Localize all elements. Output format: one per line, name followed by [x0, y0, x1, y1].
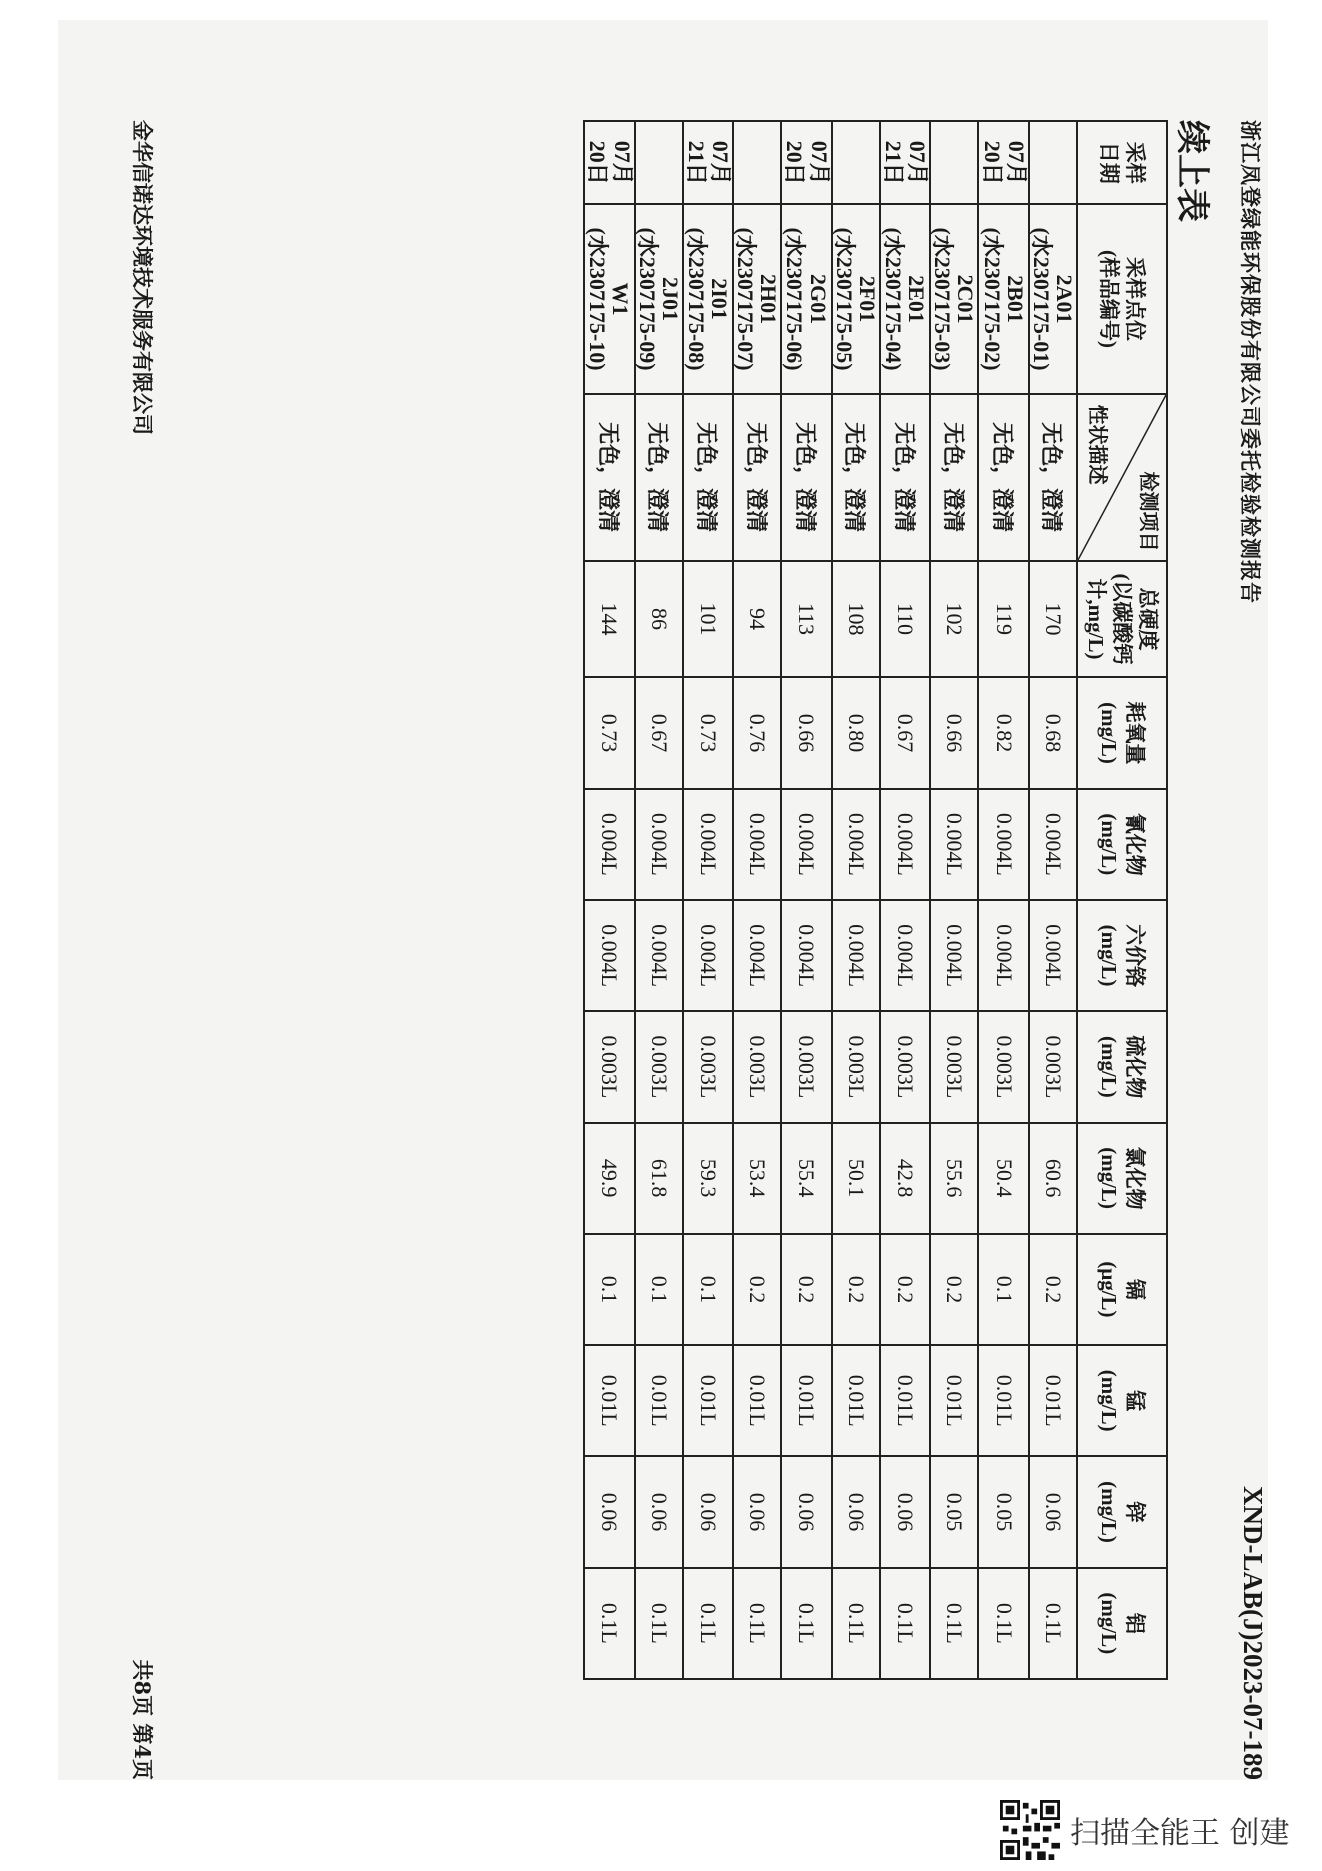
aluminum-cell: 0.1L [584, 1568, 634, 1679]
date-cell: 07月 21日 [880, 121, 930, 204]
sulfide-cell: 0.003L [880, 1011, 930, 1122]
site-cell: 2H01 (水2307175-07) [733, 204, 781, 393]
desc-cell: 无色，澄清 [832, 394, 880, 561]
sulfide-cell: 0.003L [584, 1011, 634, 1122]
date-cell [635, 121, 683, 204]
aluminum-cell: 0.1L [832, 1568, 880, 1679]
cr6-cell: 0.004L [978, 900, 1028, 1011]
header-aluminum: 铝 (mg/L) [1077, 1568, 1167, 1679]
cod-cell: 0.67 [635, 677, 683, 788]
cr6-cell: 0.004L [584, 900, 634, 1011]
date-cell [832, 121, 880, 204]
header-diagonal-cell [1077, 394, 1167, 561]
table-row [930, 121, 978, 1679]
sulfide-cell: 0.003L [683, 1011, 733, 1122]
report-sheet [58, 20, 1268, 1780]
date-cell [1029, 121, 1077, 204]
desc-cell: 无色，澄清 [880, 394, 930, 561]
date-cell: 07月 21日 [683, 121, 733, 204]
hardness-cell: 170 [1029, 561, 1077, 678]
cod-cell: 0.68 [1029, 677, 1077, 788]
footer-page-number: 共8页 第4页 [130, 1659, 155, 1780]
cr6-cell: 0.004L [832, 900, 880, 1011]
aluminum-cell: 0.1L [930, 1568, 978, 1679]
cadmium-cell: 0.1 [978, 1234, 1028, 1345]
zinc-cell: 0.06 [635, 1456, 683, 1567]
footer-company: 金华信诺达环境技术服务有限公司 [130, 120, 155, 435]
table-row [584, 121, 634, 1679]
cyanide-cell: 0.004L [635, 789, 683, 900]
date-cell: 07月 20日 [978, 121, 1028, 204]
site-cell: 2C01 (水2307175-03) [930, 204, 978, 393]
site-cell: 2B01 (水2307175-02) [978, 204, 1028, 393]
desc-cell: 无色，澄清 [584, 394, 634, 561]
date-cell [733, 121, 781, 204]
manganese-cell: 0.01L [832, 1345, 880, 1456]
table-row [635, 121, 683, 1679]
cyanide-cell: 0.004L [1029, 789, 1077, 900]
cadmium-cell: 0.2 [781, 1234, 831, 1345]
table-row [781, 121, 831, 1679]
site-cell: 2I01 (水2307175-08) [683, 204, 733, 393]
manganese-cell: 0.01L [930, 1345, 978, 1456]
hardness-cell: 86 [635, 561, 683, 678]
hardness-cell: 101 [683, 561, 733, 678]
table-row [880, 121, 930, 1679]
aluminum-cell: 0.1L [635, 1568, 683, 1679]
chloride-cell: 61.8 [635, 1123, 683, 1234]
table-row [733, 121, 781, 1679]
header-cod: 耗氧量 (mg/L) [1077, 677, 1167, 788]
aluminum-cell: 0.1L [978, 1568, 1028, 1679]
hardness-cell: 102 [930, 561, 978, 678]
cod-cell: 0.66 [930, 677, 978, 788]
chloride-cell: 55.4 [781, 1123, 831, 1234]
header-chloride: 氯化物 (mg/L) [1077, 1123, 1167, 1234]
scanner-watermark [1000, 1800, 1290, 1860]
cod-cell: 0.73 [584, 677, 634, 788]
manganese-cell: 0.01L [880, 1345, 930, 1456]
chloride-cell: 50.4 [978, 1123, 1028, 1234]
zinc-cell: 0.06 [1029, 1456, 1077, 1567]
cyanide-cell: 0.004L [930, 789, 978, 900]
cyanide-cell: 0.004L [781, 789, 831, 900]
cyanide-cell: 0.004L [683, 789, 733, 900]
hardness-cell: 119 [978, 561, 1028, 678]
site-cell: 2G01 (水2307175-06) [781, 204, 831, 393]
site-cell: 2J01 (水2307175-09) [635, 204, 683, 393]
cod-cell: 0.67 [880, 677, 930, 788]
cr6-cell: 0.004L [1029, 900, 1077, 1011]
cadmium-cell: 0.1 [683, 1234, 733, 1345]
manganese-cell: 0.01L [635, 1345, 683, 1456]
aluminum-cell: 0.1L [733, 1568, 781, 1679]
header-cadmium: 镉 (μg/L) [1077, 1234, 1167, 1345]
chloride-cell: 55.6 [930, 1123, 978, 1234]
chloride-cell: 42.8 [880, 1123, 930, 1234]
hardness-cell: 108 [832, 561, 880, 678]
manganese-cell: 0.01L [781, 1345, 831, 1456]
table-header-row [1077, 121, 1167, 1679]
qr-code-icon [1000, 1800, 1060, 1860]
cod-cell: 0.66 [781, 677, 831, 788]
cadmium-cell: 0.2 [1029, 1234, 1077, 1345]
aluminum-cell: 0.1L [683, 1568, 733, 1679]
cr6-cell: 0.004L [733, 900, 781, 1011]
table-row [978, 121, 1028, 1679]
site-cell: W1 (水2307175-10) [584, 204, 634, 393]
sulfide-cell: 0.003L [635, 1011, 683, 1122]
header-sulfide: 硫化物 (mg/L) [1077, 1011, 1167, 1122]
header-report-number: XND-LAB(J)2023-07-189 [1238, 1486, 1268, 1780]
chloride-cell: 59.3 [683, 1123, 733, 1234]
cr6-cell: 0.004L [635, 900, 683, 1011]
cadmium-cell: 0.2 [880, 1234, 930, 1345]
aluminum-cell: 0.1L [880, 1568, 930, 1679]
cyanide-cell: 0.004L [832, 789, 880, 900]
hardness-cell: 113 [781, 561, 831, 678]
cyanide-cell: 0.004L [880, 789, 930, 900]
sulfide-cell: 0.003L [832, 1011, 880, 1122]
zinc-cell: 0.06 [781, 1456, 831, 1567]
cod-cell: 0.76 [733, 677, 781, 788]
site-cell: 2E01 (水2307175-04) [880, 204, 930, 393]
chloride-cell: 49.9 [584, 1123, 634, 1234]
header-appearance: 性状描述 [1086, 404, 1108, 485]
cod-cell: 0.80 [832, 677, 880, 788]
site-cell: 2F01 (水2307175-05) [832, 204, 880, 393]
desc-cell: 无色，澄清 [930, 394, 978, 561]
desc-cell: 无色，澄清 [733, 394, 781, 561]
manganese-cell: 0.01L [683, 1345, 733, 1456]
results-table [583, 120, 1168, 1680]
cr6-cell: 0.004L [880, 900, 930, 1011]
sulfide-cell: 0.003L [1029, 1011, 1077, 1122]
header-site: 采样点位 (样品编号) [1077, 204, 1167, 393]
sulfide-cell: 0.003L [781, 1011, 831, 1122]
header-company: 浙江凤登绿能环保股份有限公司委托检验检测报告 [1238, 120, 1263, 604]
zinc-cell: 0.06 [733, 1456, 781, 1567]
header-test-item: 检测项目 [1137, 471, 1159, 552]
zinc-cell: 0.06 [584, 1456, 634, 1567]
zinc-cell: 0.05 [978, 1456, 1028, 1567]
cr6-cell: 0.004L [781, 900, 831, 1011]
manganese-cell: 0.01L [733, 1345, 781, 1456]
cyanide-cell: 0.004L [584, 789, 634, 900]
manganese-cell: 0.01L [978, 1345, 1028, 1456]
date-cell: 07月 20日 [584, 121, 634, 204]
chloride-cell: 53.4 [733, 1123, 781, 1234]
cod-cell: 0.73 [683, 677, 733, 788]
table-row [832, 121, 880, 1679]
rotated-page [98, 120, 1268, 1780]
sulfide-cell: 0.003L [733, 1011, 781, 1122]
manganese-cell: 0.01L [1029, 1345, 1077, 1456]
desc-cell: 无色，澄清 [683, 394, 733, 561]
cadmium-cell: 0.2 [832, 1234, 880, 1345]
zinc-cell: 0.06 [880, 1456, 930, 1567]
cod-cell: 0.82 [978, 677, 1028, 788]
aluminum-cell: 0.1L [781, 1568, 831, 1679]
date-cell: 07月 20日 [781, 121, 831, 204]
desc-cell: 无色，澄清 [978, 394, 1028, 561]
zinc-cell: 0.06 [683, 1456, 733, 1567]
desc-cell: 无色，澄清 [635, 394, 683, 561]
cyanide-cell: 0.004L [733, 789, 781, 900]
header-cyanide: 氰化物 (mg/L) [1077, 789, 1167, 900]
table-row [1029, 121, 1077, 1679]
continuation-title: 续上表 [1172, 120, 1212, 222]
aluminum-cell: 0.1L [1029, 1568, 1077, 1679]
sulfide-cell: 0.003L [930, 1011, 978, 1122]
cadmium-cell: 0.2 [930, 1234, 978, 1345]
hardness-cell: 94 [733, 561, 781, 678]
cr6-cell: 0.004L [930, 900, 978, 1011]
header-zinc: 锌 (mg/L) [1077, 1456, 1167, 1567]
header-cr6: 六价铬 (mg/L) [1077, 900, 1167, 1011]
desc-cell: 无色，澄清 [781, 394, 831, 561]
cadmium-cell: 0.1 [584, 1234, 634, 1345]
sulfide-cell: 0.003L [978, 1011, 1028, 1122]
chloride-cell: 60.6 [1029, 1123, 1077, 1234]
desc-cell: 无色，澄清 [1029, 394, 1077, 561]
cr6-cell: 0.004L [683, 900, 733, 1011]
site-cell: 2A01 (水2307175-01) [1029, 204, 1077, 393]
table-row [683, 121, 733, 1679]
cyanide-cell: 0.004L [978, 789, 1028, 900]
chloride-cell: 50.1 [832, 1123, 880, 1234]
header-manganese: 锰 (mg/L) [1077, 1345, 1167, 1456]
header-hardness: 总硬度 (以碳酸钙 计,mg/L) [1077, 561, 1167, 678]
header-date: 采样 日期 [1077, 121, 1167, 204]
hardness-cell: 110 [880, 561, 930, 678]
manganese-cell: 0.01L [584, 1345, 634, 1456]
zinc-cell: 0.05 [930, 1456, 978, 1567]
date-cell [930, 121, 978, 204]
hardness-cell: 144 [584, 561, 634, 678]
watermark-text: 扫描全能王 创建 [1070, 1816, 1290, 1851]
cadmium-cell: 0.2 [733, 1234, 781, 1345]
zinc-cell: 0.06 [832, 1456, 880, 1567]
cadmium-cell: 0.1 [635, 1234, 683, 1345]
